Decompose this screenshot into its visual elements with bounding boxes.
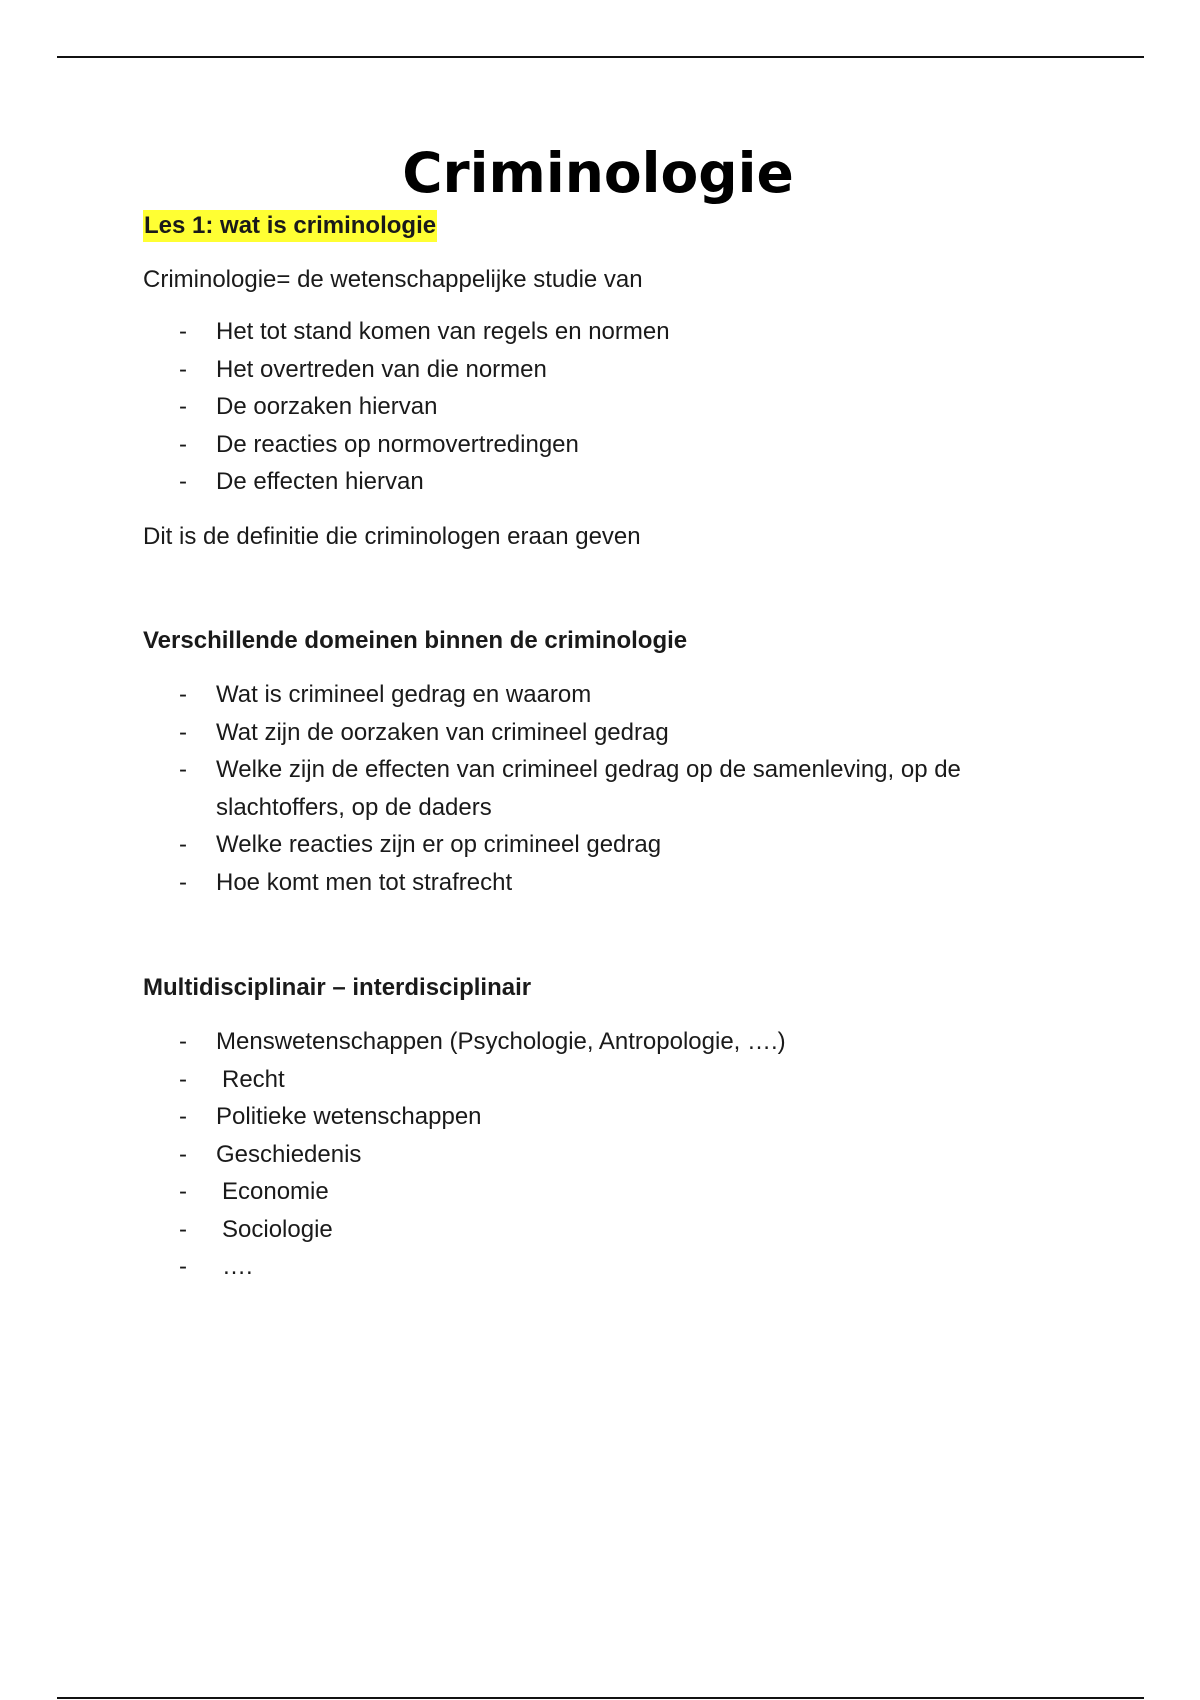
dash-bullet: - — [179, 1253, 187, 1280]
dash-bullet: - — [179, 1178, 187, 1205]
list-item: - Menswetenschappen (Psychologie, Antropologie, ….) — [143, 1023, 1103, 1061]
dash-bullet: - — [179, 318, 187, 345]
list-item: - Economie — [143, 1173, 1103, 1211]
list-item: - Het tot stand komen van regels en normen — [143, 313, 1103, 351]
definition-list — [143, 313, 1103, 501]
dash-bullet: - — [179, 1065, 187, 1093]
dash-bullet: - — [179, 355, 187, 383]
list-item: - …. — [143, 1248, 1103, 1286]
list-item: - De oorzaken hiervan — [143, 388, 1103, 426]
definition-intro: Criminologie= de wetenschappelijke studie van — [143, 266, 643, 293]
list-item: - Welke reacties zijn er op crimineel gedrag — [143, 826, 1103, 864]
list-item: - De reacties op normovertredingen — [143, 426, 1103, 464]
dash-bullet: - — [179, 1028, 187, 1055]
dash-bullet: - — [179, 1215, 187, 1243]
disciplines-heading: Multidisciplinair – interdisciplinair — [143, 974, 532, 1001]
dash-bullet: - — [179, 1140, 187, 1168]
list-item: - Welke zijn de effecten van crimineel gedrag op de samenleving, op de slachtoffers, op de daders — [143, 751, 1076, 826]
list-item: - Recht — [143, 1061, 1103, 1099]
list-item: - De effecten hiervan — [143, 463, 1103, 501]
dash-bullet: - — [179, 1103, 187, 1130]
top-rule — [57, 56, 1144, 58]
lesson-heading: Les 1: wat is criminologie — [143, 210, 437, 242]
bottom-rule — [57, 1697, 1144, 1699]
domains-list — [143, 676, 1103, 901]
dash-bullet: - — [179, 393, 187, 420]
dash-bullet: - — [179, 468, 187, 495]
dash-bullet: - — [179, 756, 187, 783]
dash-bullet: - — [179, 868, 187, 896]
dash-bullet: - — [179, 430, 187, 458]
page-title: Criminologie — [402, 141, 794, 205]
disciplines-list — [143, 1023, 1103, 1286]
list-item: - Hoe komt men tot strafrecht — [143, 864, 1103, 902]
dash-bullet: - — [179, 718, 187, 746]
dash-bullet: - — [179, 831, 187, 858]
list-item: - Sociologie — [143, 1211, 1103, 1249]
domains-heading: Verschillende domeinen binnen de criminologie — [143, 627, 688, 654]
list-item: - Geschiedenis — [143, 1136, 1103, 1174]
list-item: - Wat is crimineel gedrag en waarom — [143, 676, 1103, 714]
list-item: - Wat zijn de oorzaken van crimineel gedrag — [143, 714, 1103, 752]
dash-bullet: - — [179, 681, 187, 708]
list-item: - Politieke wetenschappen — [143, 1098, 1103, 1136]
list-item: - Het overtreden van die normen — [143, 351, 1103, 389]
definition-outro: Dit is de definitie die criminologen eraan geven — [143, 523, 641, 550]
